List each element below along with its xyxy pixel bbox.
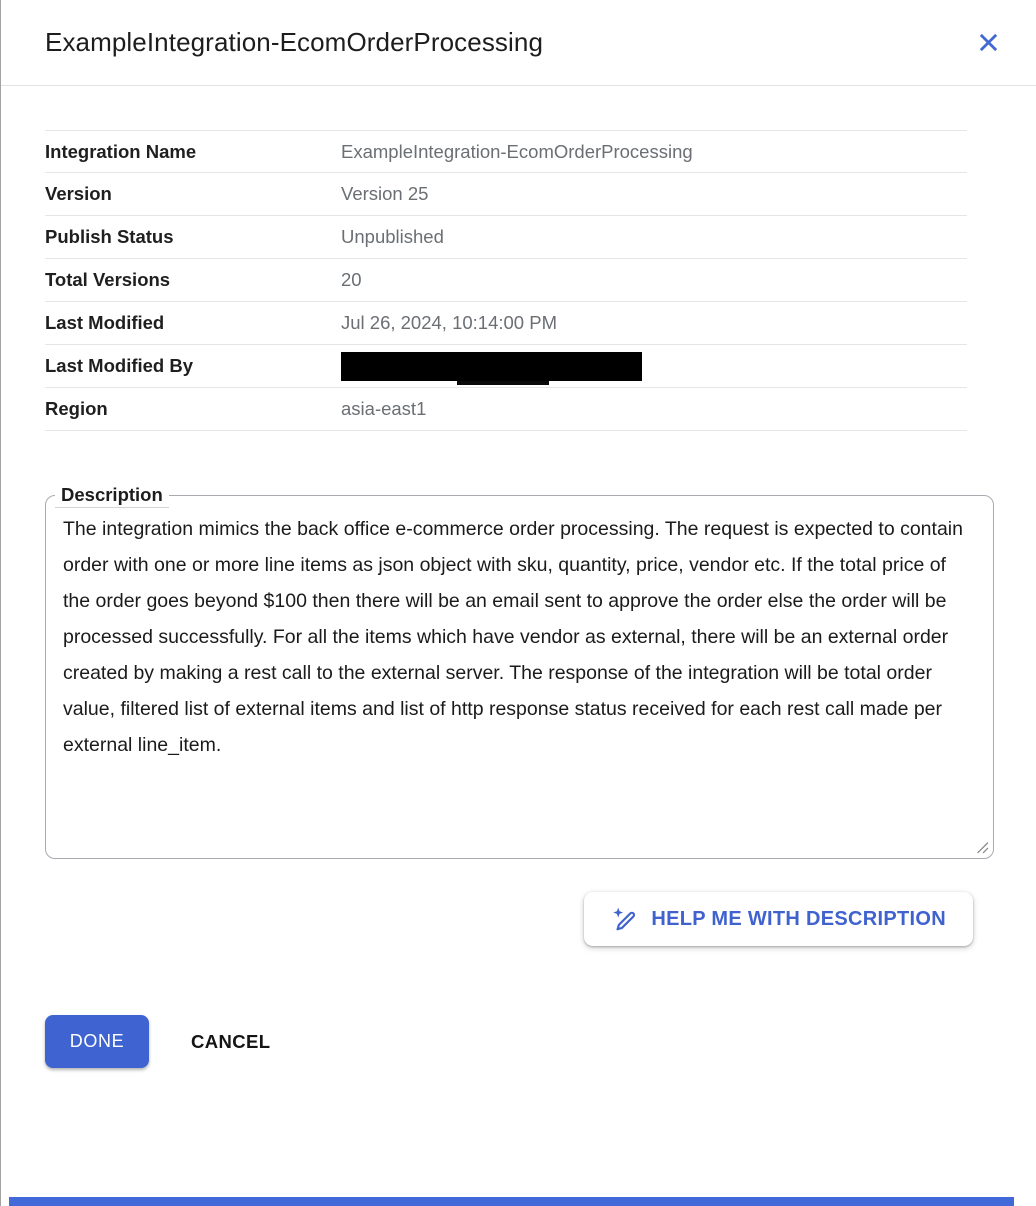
row-value: Unpublished <box>341 226 444 247</box>
description-textarea[interactable]: The integration mimics the back office e-commerce order processing. The request is expected to contain order with one or more line items as json object with sku, quantity, price, vendor etc. If the total price of the order goes beyond $100 then there will be an email sent to approve the order else the order will be processed successfully. For all the items which have vendor as external, there will be an external order created by making a rest call to the external server. The response of the integration will be total order value, filtered list of external items and list of http response status received for each rest call made per external line_item. <box>63 518 963 756</box>
footer-actions <box>45 1015 992 1068</box>
table-row-last-modified-by <box>45 345 967 388</box>
table-row-version <box>45 173 967 216</box>
row-value: ExampleIntegration-EcomOrderProcessing <box>341 140 693 162</box>
close-icon <box>975 29 1002 56</box>
table-row-region <box>45 388 967 431</box>
help-me-with-description-button[interactable] <box>584 892 973 946</box>
table-row-total-versions <box>45 259 967 302</box>
row-label: Total Versions <box>45 269 171 290</box>
dialog-title: ExampleIntegration-EcomOrderProcessing <box>45 27 544 57</box>
help-button-label: HELP ME WITH DESCRIPTION <box>651 907 946 930</box>
resize-handle-icon[interactable] <box>976 841 989 854</box>
dialog-header <box>1 0 1036 86</box>
description-label: Description <box>55 483 169 508</box>
row-value: Jul 26, 2024, 10:14:00 PM <box>341 312 557 333</box>
close-button[interactable] <box>968 23 1008 63</box>
cancel-button[interactable]: CANCEL <box>191 1030 271 1052</box>
pen-spark-icon <box>611 906 638 933</box>
description-field <box>45 483 994 859</box>
row-label: Last Modified By <box>45 355 194 376</box>
bottom-progress-bar <box>9 1197 1014 1206</box>
details-table <box>45 130 967 431</box>
table-row-last-modified <box>45 302 967 345</box>
redacted-value-bar <box>341 352 642 381</box>
row-label: Integration Name <box>45 140 197 162</box>
table-row-publish-status <box>45 216 967 259</box>
dialog-content <box>1 130 1036 1068</box>
table-row-integration-name <box>45 130 967 173</box>
row-value: asia-east1 <box>341 398 427 419</box>
row-label: Region <box>45 398 108 419</box>
done-button[interactable]: DONE <box>45 1015 149 1068</box>
row-label: Version <box>45 183 112 204</box>
row-label: Last Modified <box>45 312 165 333</box>
row-value: 20 <box>341 269 362 290</box>
row-value: Version 25 <box>341 183 429 204</box>
help-button-row <box>45 892 992 946</box>
row-value <box>341 352 642 381</box>
row-label: Publish Status <box>45 226 174 247</box>
